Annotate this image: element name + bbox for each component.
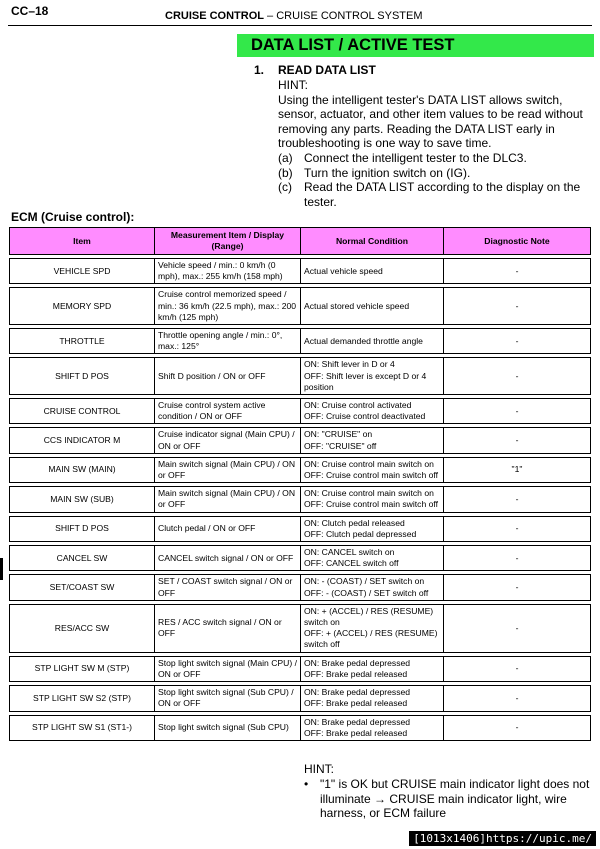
- substep-text: Read the DATA LIST according to the display on the tester.: [304, 180, 581, 209]
- table-row: [10, 546, 591, 571]
- cell-diagnostic-note: -: [444, 288, 591, 325]
- table-row: [10, 457, 591, 482]
- cell-normal-condition: Actual stored vehicle speed: [301, 288, 444, 325]
- header-item: Item: [10, 228, 155, 255]
- cell-item: CRUISE CONTROL: [10, 399, 155, 424]
- header-normal-condition: Normal Condition: [301, 228, 444, 255]
- section-banner: DATA LIST / ACTIVE TEST: [237, 34, 594, 57]
- cell-measurement: Shift D position / ON or OFF: [155, 358, 301, 395]
- cell-measurement: Cruise control system active condition / ON or OFF: [155, 399, 301, 424]
- cell-measurement: Clutch pedal / ON or OFF: [155, 516, 301, 541]
- page-header: [165, 10, 423, 22]
- table-row: [10, 358, 591, 395]
- cell-normal-condition: ON: Cruise control main switch on OFF: Cruise control main switch off: [301, 457, 444, 482]
- cell-measurement: Main switch signal (Main CPU) / ON or OFF: [155, 457, 301, 482]
- hint-label: HINT:: [278, 78, 308, 92]
- cell-item: SHIFT D POS: [10, 516, 155, 541]
- hint2-label: HINT:: [304, 762, 334, 776]
- page-id: CC–18: [11, 4, 49, 18]
- cell-measurement: Stop light switch signal (Main CPU) / ON or OFF: [155, 656, 301, 681]
- cell-diagnostic-note: -: [444, 715, 591, 740]
- cell-measurement: Main switch signal (Main CPU) / ON or OFF: [155, 487, 301, 512]
- table-row: [10, 575, 591, 600]
- cell-item: STP LIGHT SW S2 (STP): [10, 686, 155, 711]
- cell-normal-condition: ON: Cruise control main switch on OFF: Cruise control main switch off: [301, 487, 444, 512]
- substep-label: (b): [278, 165, 293, 180]
- step-heading: [254, 63, 376, 77]
- cell-diagnostic-note: "1": [444, 457, 591, 482]
- header-section: CRUISE CONTROL: [165, 10, 264, 22]
- cell-measurement: Cruise indicator signal (Main CPU) / ON or OFF: [155, 428, 301, 453]
- cell-measurement: Stop light switch signal (Sub CPU): [155, 715, 301, 740]
- cell-diagnostic-note: -: [444, 604, 591, 652]
- cell-item: STP LIGHT SW S1 (ST1-): [10, 715, 155, 740]
- cell-normal-condition: ON: Clutch pedal released OFF: Clutch pedal depressed: [301, 516, 444, 541]
- header-rule: [8, 25, 592, 26]
- cell-item: CANCEL SW: [10, 546, 155, 571]
- hint2-text: "1" is OK but CRUISE main indicator light does not illuminate → CRUISE main indicator light, wire harness, or ECM failure: [320, 777, 590, 821]
- header-diagnostic-note: Diagnostic Note: [444, 228, 591, 255]
- cell-measurement: Vehicle speed / min.: 0 km/h (0 mph), max.: 255 km/h (158 mph): [155, 259, 301, 284]
- cell-diagnostic-note: -: [444, 575, 591, 600]
- cell-measurement: RES / ACC switch signal / ON or OFF: [155, 604, 301, 652]
- header-subsection: CRUISE CONTROL SYSTEM: [276, 10, 423, 22]
- table-row: [10, 686, 591, 711]
- cell-normal-condition: Actual demanded throttle angle: [301, 329, 444, 354]
- header-separator: –: [264, 10, 277, 22]
- cell-diagnostic-note: -: [444, 516, 591, 541]
- cell-item: THROTTLE: [10, 329, 155, 354]
- cell-item: STP LIGHT SW M (STP): [10, 656, 155, 681]
- table-row: [10, 715, 591, 740]
- substep: [278, 151, 594, 166]
- table-title: ECM (Cruise control):: [11, 210, 135, 224]
- cell-normal-condition: ON: Brake pedal depressed OFF: Brake pedal released: [301, 656, 444, 681]
- substep-list: [278, 151, 594, 209]
- cell-diagnostic-note: -: [444, 428, 591, 453]
- table-row: [10, 329, 591, 354]
- substep-label: (a): [278, 151, 293, 165]
- table-body: [10, 255, 591, 741]
- table-row: [10, 288, 591, 325]
- cell-item: SET/COAST SW: [10, 575, 155, 600]
- cell-item: MAIN SW (MAIN): [10, 457, 155, 482]
- substep: [278, 166, 594, 181]
- substep-text: Connect the intelligent tester to the DLC3.: [304, 151, 527, 165]
- substep-label: (c): [278, 180, 292, 195]
- cell-item: SHIFT D POS: [10, 358, 155, 395]
- substep: [278, 180, 594, 209]
- data-list-table: [9, 227, 591, 741]
- cell-normal-condition: Actual vehicle speed: [301, 259, 444, 284]
- step-number: 1.: [254, 63, 265, 77]
- page-edge-marker: [0, 558, 3, 580]
- cell-normal-condition: ON: CANCEL switch on OFF: CANCEL switch off: [301, 546, 444, 571]
- cell-item: RES/ACC SW: [10, 604, 155, 652]
- cell-diagnostic-note: -: [444, 329, 591, 354]
- cell-normal-condition: ON: Brake pedal depressed OFF: Brake pedal released: [301, 715, 444, 740]
- substep-text: Turn the ignition switch on (IG).: [304, 165, 471, 180]
- cell-diagnostic-note: -: [444, 259, 591, 284]
- cell-normal-condition: ON: - (COAST) / SET switch on OFF: - (COAST) / SET switch off: [301, 575, 444, 600]
- cell-measurement: Cruise control memorized speed / min.: 36 km/h (22.5 mph), max.: 200 km/h (125 mph): [155, 288, 301, 325]
- cell-normal-condition: ON: Brake pedal depressed OFF: Brake pedal released: [301, 686, 444, 711]
- hint2-bullet-item: [304, 777, 594, 821]
- table-row: [10, 259, 591, 284]
- hint-block: [278, 78, 594, 151]
- table-header-row: [10, 228, 591, 255]
- cell-normal-condition: ON: "CRUISE" on OFF: "CRUISE" off: [301, 428, 444, 453]
- image-size-watermark: [1013x1406]https://upic.me/: [409, 831, 596, 846]
- cell-measurement: SET / COAST switch signal / ON or OFF: [155, 575, 301, 600]
- cell-diagnostic-note: -: [444, 399, 591, 424]
- cell-diagnostic-note: -: [444, 358, 591, 395]
- bullet-dot: •: [304, 777, 309, 791]
- header-measurement: Measurement Item / Display (Range): [155, 228, 301, 255]
- cell-item: VEHICLE SPD: [10, 259, 155, 284]
- table-row: [10, 516, 591, 541]
- cell-diagnostic-note: -: [444, 686, 591, 711]
- table-row: [10, 428, 591, 453]
- table-row: [10, 656, 591, 681]
- cell-normal-condition: ON: Cruise control activated OFF: Cruise control deactivated: [301, 399, 444, 424]
- table-row: [10, 399, 591, 424]
- cell-normal-condition: ON: + (ACCEL) / RES (RESUME) switch on OFF: + (ACCEL) / RES (RESUME) switch off: [301, 604, 444, 652]
- table-row: [10, 487, 591, 512]
- cell-diagnostic-note: -: [444, 546, 591, 571]
- cell-diagnostic-note: -: [444, 487, 591, 512]
- cell-item: CCS INDICATOR M: [10, 428, 155, 453]
- hint-text: Using the intelligent tester's DATA LIST allows switch, sensor, actuator, and other item values to be read without removing any parts. Reading the DATA LIST early in troubleshooting is one way to save time.: [278, 92, 583, 151]
- step-title: READ DATA LIST: [278, 63, 376, 77]
- cell-normal-condition: ON: Shift lever in D or 4 OFF: Shift lever is except D or 4 position: [301, 358, 444, 395]
- cell-measurement: CANCEL switch signal / ON or OFF: [155, 546, 301, 571]
- cell-diagnostic-note: -: [444, 656, 591, 681]
- cell-item: MEMORY SPD: [10, 288, 155, 325]
- cell-measurement: Stop light switch signal (Sub CPU) / ON or OFF: [155, 686, 301, 711]
- cell-item: MAIN SW (SUB): [10, 487, 155, 512]
- table-row: [10, 604, 591, 652]
- cell-measurement: Throttle opening angle / min.: 0°, max.: 125°: [155, 329, 301, 354]
